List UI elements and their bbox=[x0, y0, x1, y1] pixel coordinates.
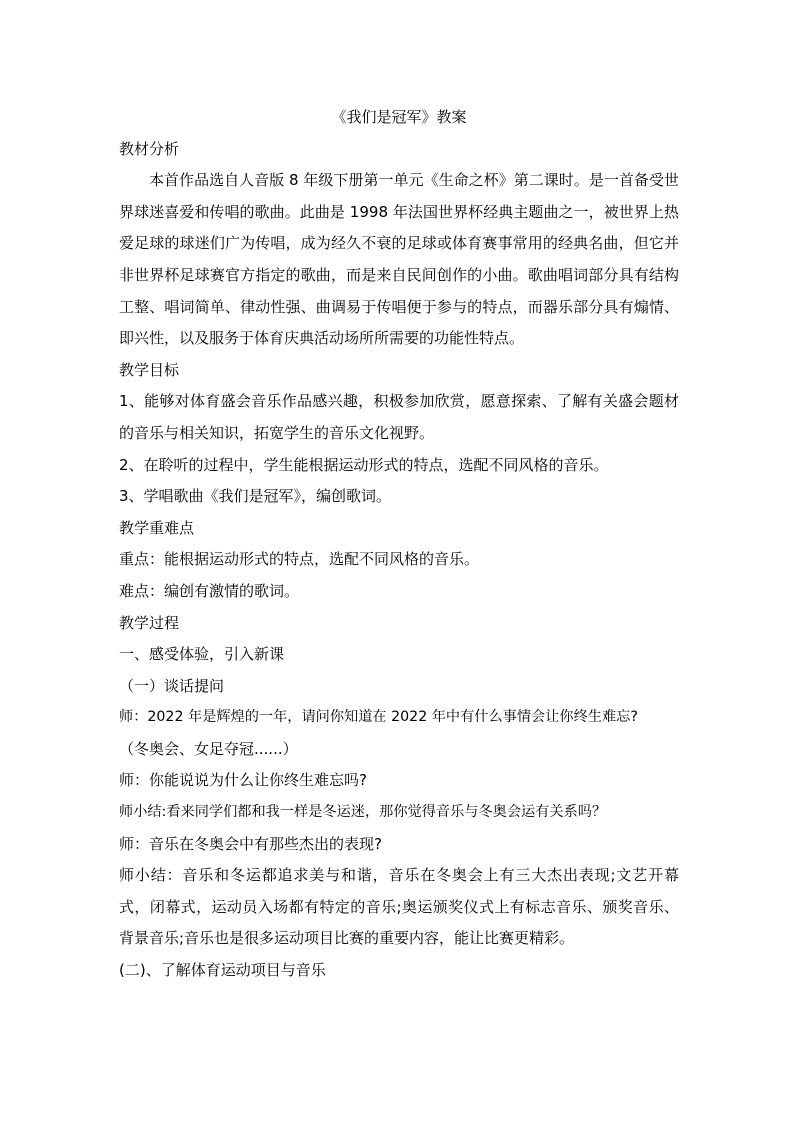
key-point: 重点：能根据运动形式的特点，选配不同风格的音乐。 bbox=[119, 550, 480, 569]
process-substep-2: (二)、了解体育运动项目与音乐 bbox=[119, 961, 326, 980]
section-heading-teaching-process: 教学过程 bbox=[119, 613, 180, 632]
textbook-analysis-paragraph: 本首作品选自人音版 8 年级下册第一单元《生命之杯》第二课时。是一首备受世界球迷喜爱和传唱的歌曲。此曲是 1998 年法国世界杯经典主题曲之一，被世界上热爱足球的球迷们广为传唱，成为经久不衰的足球或体育赛事常用的经典名曲，但它并非世界杯足球赛官方指定的歌曲，而是来自民间创作的小曲。歌曲唱词部分具有结构工整、唱词简单、律动性强、曲调易于传唱便于参与的特点，而器乐部分具有煽情、即兴性，以及服务于体育庆典活动场所所需要的功能性特点。 bbox=[119, 171, 679, 348]
dialog-line-2: （冬奥会、女足夺冠......） bbox=[119, 739, 298, 758]
teaching-goal-2: 2、在聆听的过程中，学生能根据运动形式的特点，选配不同风格的音乐。 bbox=[119, 455, 609, 474]
section-heading-textbook-analysis: 教材分析 bbox=[119, 139, 180, 158]
dialog-summary: 师小结：音乐和冬运都追求美与和谐，音乐在冬奥会上有三大杰出表现;文艺开幕式，闭幕式，运动员入场都有特定的音乐;奥运颁奖仪式上有标志音乐、颁奖音乐、背景音乐;音乐也是很多运动项目比赛的重要内容，能让比赛更精彩。 bbox=[119, 866, 679, 948]
process-step-1: 一、感受体验，引入新课 bbox=[119, 645, 285, 664]
teaching-goal-3: 3、学唱歌曲《我们是冠军》，编创歌词。 bbox=[119, 487, 392, 506]
section-heading-key-points: 教学重难点 bbox=[119, 518, 195, 537]
difficult-point: 难点：编创有激情的歌词。 bbox=[119, 581, 300, 600]
dialog-line-5: 师：音乐在冬奥会中有那些杰出的表现? bbox=[119, 834, 382, 853]
document-body bbox=[119, 102, 679, 987]
dialog-line-1: 师：2022 年是辉煌的一年，请问你知道在 2022 年中有什么事情会让你终生难忘? bbox=[119, 709, 638, 726]
dialog-line-3: 师：你能说说为什么让你终生难忘吗? bbox=[119, 771, 367, 790]
document-title: 《我们是冠军》教案 bbox=[331, 108, 467, 126]
teaching-goal-1: 1、能够对体育盛会音乐作品感兴趣，积极参加欣赏，愿意探索、了解有关盛会题材的音乐与相关知识，拓宽学生的音乐文化视野。 bbox=[119, 392, 679, 442]
section-heading-teaching-goals: 教学目标 bbox=[119, 360, 180, 379]
process-substep-1: （一）谈话提问 bbox=[119, 676, 225, 695]
dialog-line-4: 师小结:看来同学们都和我一样是冬运迷，那你觉得音乐与冬奥会运有关系吗？ bbox=[119, 804, 607, 821]
